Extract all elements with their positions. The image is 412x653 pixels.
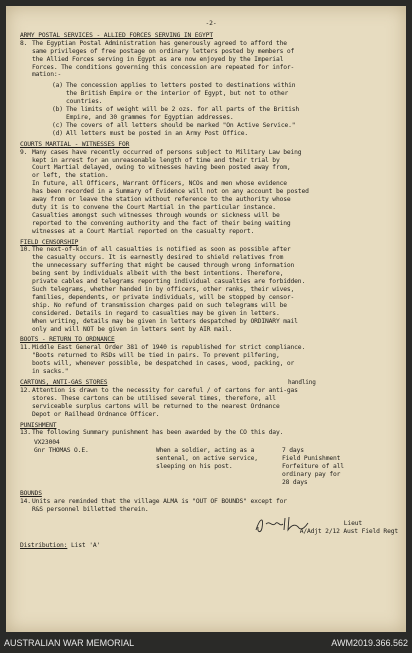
distribution-line xyxy=(20,542,402,550)
text-line: Field Punishment xyxy=(282,455,341,463)
paragraph-9 xyxy=(20,149,402,236)
paragraph-number: 12. xyxy=(20,386,31,394)
punishment-record xyxy=(34,439,402,487)
paragraph-number: 11. xyxy=(20,344,31,352)
text-line: Empire, and 30 grammes for Egyptian addresses. xyxy=(66,113,234,121)
section-heading-cartons: CARTONS, ANTI-GAS STORES xyxy=(20,378,108,386)
text-line: When writing, details may be given in letters despatched by ORDINARY mail xyxy=(32,317,298,325)
text-line: Such telegrams, whether handed in by officers, other ranks, their wives, xyxy=(32,286,295,293)
text-line: in sacks." xyxy=(32,368,69,376)
text-line: same privileges of free postage on ordinary letters posted by members of xyxy=(32,47,295,55)
archive-footer xyxy=(0,632,412,653)
paragraph-number: 8. xyxy=(20,39,28,47)
text-line: witnesses at a Court Martial reported on the casualty report. xyxy=(32,227,255,235)
text-line: sentenal, on active service, xyxy=(156,455,258,463)
paragraph-12 xyxy=(20,387,402,419)
text-line: 7 days xyxy=(282,447,304,455)
text-line: reported to the convening authority and the fact of their being waiting xyxy=(32,219,291,227)
paragraph-number: 9. xyxy=(20,148,28,156)
text-line: ship. No refund of transmission charges paid on such telegrams will be xyxy=(32,301,287,309)
page-number: -2- xyxy=(205,20,217,27)
text-line: sleeping on his post. xyxy=(156,463,233,471)
text-line: "Boots returned to RSDs will be tied in pairs. To prevent pilfering, xyxy=(32,352,280,360)
sentence xyxy=(282,447,402,487)
text-line: The next-of-kin of all casualties is notified as soon as possible after xyxy=(32,246,291,254)
archive-name: AUSTRALIAN WAR MEMORIAL xyxy=(4,638,135,648)
text-line: When a soldier, acting as a xyxy=(156,447,255,455)
text-line: or left, the station. xyxy=(32,172,109,180)
text-line: Court Martial delayed, owing to witnesses having been posted away from, xyxy=(32,164,291,172)
text-line: Middle East General Order 381 of 1940 is republished for strict compliance. xyxy=(32,344,306,352)
text-line: Forfeiture of all xyxy=(282,463,344,471)
distribution-value: List 'A' xyxy=(71,542,101,550)
text-line: families, dependents, or private individuals, will be stopped by censor- xyxy=(32,293,295,301)
paragraph-13 xyxy=(20,429,402,437)
item-letter: (b) xyxy=(52,106,63,114)
text-line: considered. Details in regard to casualties may be given in letters. xyxy=(32,309,280,317)
item-letter: (a) xyxy=(52,82,63,90)
text-line: Attention is drawn to the necessity for careful / of cartons for anti-gas xyxy=(32,386,298,394)
text-line: duty it is to convene the Court Martial in the particular instance. xyxy=(32,203,276,211)
list-item xyxy=(20,106,402,122)
section-heading-boots: BOOTS - RETURN TO ORDNANCE xyxy=(20,336,115,344)
text-line: The Egyptian Postal Administration has generously agreed to afford the xyxy=(32,39,287,47)
section-heading-bounds: BOUNDS xyxy=(20,490,42,498)
text-line: the unnecessary suffering that might be caused through wrong information xyxy=(32,262,295,270)
text-line: The concession applies to letters posted to destinations within xyxy=(66,82,296,90)
text-line: private cables and telegrams reporting individual casualties are forbidden. xyxy=(32,278,306,286)
item-letter: (c) xyxy=(52,121,63,129)
text-line: the British Empire or the interior of Egypt, but not to other xyxy=(66,90,289,98)
text-line: has been recorded in a Summary of Evidence will not on any account be posted xyxy=(32,188,309,196)
list-item xyxy=(20,122,402,130)
catalogue-number: AWM2019.366.562 xyxy=(331,638,408,648)
paragraph-number: 14. xyxy=(20,498,31,506)
list-item xyxy=(20,130,402,138)
paragraph-number: 10. xyxy=(20,246,31,254)
document-body xyxy=(20,20,402,550)
text-line: countries. xyxy=(66,98,103,106)
text-line: the Allied Forces serving in Egypt as are now enjoyed by the Imperial xyxy=(32,55,284,63)
text-line: away from or leave the station without reference to the authority whose xyxy=(32,196,291,204)
signature-block xyxy=(20,518,402,540)
signatory-title: A/Adjt 2/12 Aust Field Regt xyxy=(299,528,398,536)
text-line: serviceable surplus cartons will be returned to the nearest Ordnance xyxy=(32,402,280,410)
distribution-label: Distribution: xyxy=(20,542,68,550)
text-line: R&S personnel billetted therein. xyxy=(32,506,149,514)
text-line: The covers of all letters should be marked "On Active Service." xyxy=(66,121,296,129)
signatory-rank: Lieut xyxy=(343,520,362,528)
service-number: VX23004 xyxy=(34,439,60,447)
text-line: ordinary pay for xyxy=(282,471,341,479)
text-line: kept in arrest for an unreasonable length of time and their trial by xyxy=(32,156,280,164)
text-line: being sent by individuals albeit with the best intentions. Therefore, xyxy=(32,270,284,278)
handwritten-insertion: handling xyxy=(288,378,316,386)
text-line: Depot or Railhead Ordnance Officer. xyxy=(32,410,160,418)
paragraph-11 xyxy=(20,344,402,376)
text-line: Forces. The conditions governing this concession are repeated for infor- xyxy=(32,63,295,71)
text-line: stores. These cartons can be utilised several times, therefore, all xyxy=(32,394,276,402)
text-line: the casualty occurs. It is earnestly desired to shield relatives from xyxy=(32,254,284,262)
item-letter: (d) xyxy=(52,129,63,137)
soldier-name: Gnr THOMAS O.E. xyxy=(34,447,89,455)
soldier-details xyxy=(34,439,134,455)
section-heading-courts-martial: COURTS MARTIAL - WITNESSES FOR xyxy=(20,140,130,148)
text-line: Units are reminded that the village ALMA is "OUT OF BOUNDS" except for xyxy=(32,498,287,506)
paragraph-8 xyxy=(20,40,402,80)
paragraph-14 xyxy=(20,498,402,514)
document-page xyxy=(6,6,406,632)
section-heading-punishment: PUNISHMENT xyxy=(20,421,57,429)
text-line: 28 days xyxy=(282,478,308,486)
list-item xyxy=(20,82,402,106)
text-line: The following Summary punishment has been awarded by the CO this day. xyxy=(32,429,284,437)
text-line: Many cases have recently occurred of persons subject to Military Law being xyxy=(32,148,302,156)
offence xyxy=(156,447,266,471)
section-heading-field-censorship: FIELD CENSORSHIP xyxy=(20,238,79,246)
text-line: All letters must be posted in an Army Post Office. xyxy=(66,129,249,137)
paragraph-10 xyxy=(20,246,402,333)
paragraph-number: 13. xyxy=(20,429,31,437)
text-line: boots will, whenever possible, be despatched in cases, wood, packing, or xyxy=(32,360,295,368)
text-line: mation:- xyxy=(32,71,62,79)
section-heading-postal: ARMY POSTAL SERVICES - ALLIED FORCES SERVING IN EGYPT xyxy=(20,31,213,39)
text-line: Casualties amongst such witnesses through wounds or sickness will be xyxy=(32,211,280,219)
text-line: The limits of weight will be 2 ozs. for all parts of the British xyxy=(66,106,300,114)
text-line: In future, all Officers, Warrant Officers, NCOs and men whose evidence xyxy=(32,180,287,188)
text-line: only and will NOT be given in letters sent by AIR mail. xyxy=(32,325,233,333)
